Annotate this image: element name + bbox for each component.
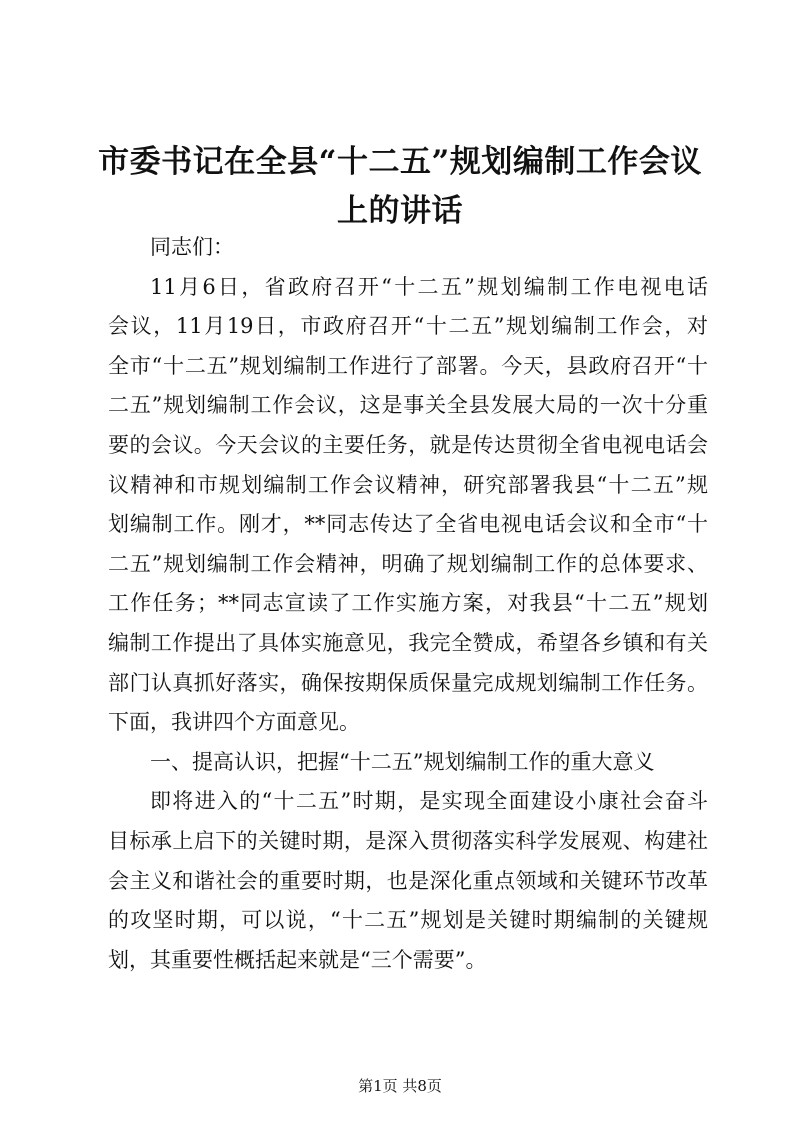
paragraph-line: 全市“十二五”规划编制工作进行了部署。今天，县政府召开“十	[108, 353, 708, 378]
paragraph-line: 划，其重要性概括起来就是“三个需要”。	[108, 947, 487, 972]
paragraph-line: 议精神和市规划编制工作会议精神，研究部署我县“十二五”规	[108, 472, 708, 497]
title-line-2: 上的讲话	[337, 193, 463, 229]
document-title	[60, 138, 740, 236]
paragraph-line: 目标承上启下的关键时期，是深入贯彻落实科学发展观、构建社	[108, 828, 708, 853]
paragraph-line: 二五”规划编制工作会精神，明确了规划编制工作的总体要求、	[108, 551, 708, 576]
paragraph-line: 的攻坚时期，可以说，“十二五”规划是关键时期编制的关键规	[108, 908, 708, 933]
paragraph-line: 下面，我讲四个方面意见。	[108, 710, 360, 735]
paragraph-line: 即将进入的“十二五”时期，是实现全面建设小康社会奋斗	[150, 789, 708, 814]
paragraph-line: 要的会议。今天会议的主要任务，就是传达贯彻全省电视电话会	[108, 432, 708, 457]
paragraph-line: 划编制工作。刚才，**同志传达了全省电视电话会议和全市“十	[108, 512, 708, 537]
document-body	[108, 228, 708, 980]
paragraph-line: 部门认真抓好落实，确保按期保质保量完成规划编制工作任务。	[108, 670, 708, 695]
title-line-1: 市委书记在全县“十二五”规划编制工作会议	[98, 144, 702, 180]
paragraph-line: 编制工作提出了具体实施意见，我完全赞成，希望各乡镇和有关	[108, 630, 708, 655]
page-number: 第1页 共8页	[358, 1077, 442, 1095]
paragraph-line: 会议，11月19日，市政府召开“十二五”规划编制工作会，对	[108, 314, 708, 339]
paragraph-line: 二五”规划编制工作会议，这是事关全县发展大局的一次十分重	[108, 393, 708, 418]
paragraph-line: 会主义和谐社会的重要时期，也是深化重点领域和关键环节改革	[108, 868, 708, 893]
paragraph-line: 11月6日，省政府召开“十二五”规划编制工作电视电话	[150, 274, 708, 299]
section-heading: 一、提高认识，把握“十二五”规划编制工作的重大意义	[150, 749, 655, 774]
salutation: 同志们：	[150, 235, 234, 259]
paragraph-line: 工作任务；**同志宣读了工作实施方案，对我县“十二五”规划	[108, 591, 708, 616]
